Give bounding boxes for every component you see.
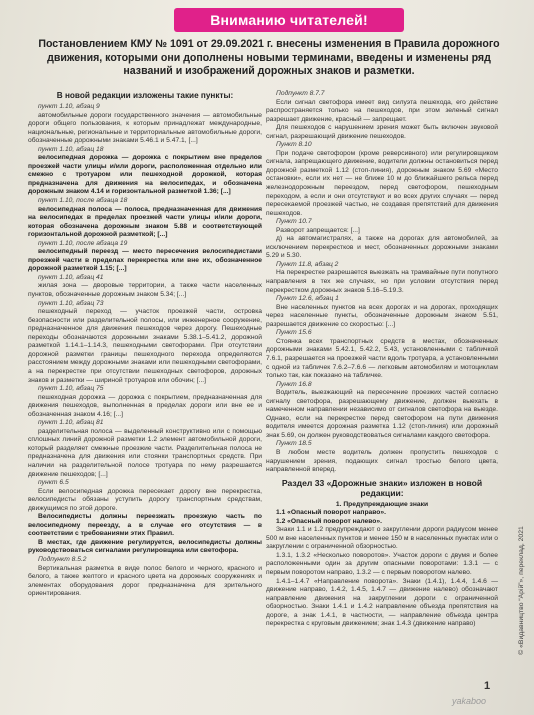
- clause-reference: пункт 1.10, после абзаца 18: [38, 197, 128, 205]
- page-number: 1: [484, 680, 491, 692]
- section-heading: Раздел 33 «Дорожные знаки» изложен в новой редакции:: [281, 477, 483, 499]
- paragraph: Стоянка всех транспортных средств в местах, обозначенных дорожными знаками 5.42.1, 5.42.2, 5.43, установленными с табличкой 7.6.1, разрешается на проезжей части вдоль тротуара, а установленными с одной из табличек 7.6.2–7.6.6 — легковым автомобилям и мотоциклам только так, как показано на табличке.: [266, 337, 498, 380]
- copyright-side-note: [514, 470, 528, 710]
- notice-banner-title: Вниманию читателей!: [210, 12, 368, 28]
- section-heading: В новой редакции изложены такие пункты:: [56, 91, 234, 100]
- paragraph: В местах, где движение регулируется, велосипедисты должны руководствоваться сигналами регулировщика или светофора.: [28, 538, 262, 555]
- paragraph: пешеходный переход — участок проезжей части, островка безопасности или разделительной полосы, или инженерное сооружение, предназначенное для движения пешеходов через дорогу. Пешеходные переходы обозначаются дорожными знаками 5.38.1–5.41.2, дорожной разметкой 1.14.1–1.14.3, пешеходными светофорами. При отсутствии дорожной разметки границы пешеходного перехода определяются расстоянием между дорожными знаками или пешеходными светофорами, а на перекрестке при отсутствии пешеходных светофоров, дорожных знаков и разметки — шириной тротуаров или обочин; [...]: [28, 308, 262, 384]
- paragraph: пешеходная дорожка — дорожка с покрытием, предназначенная для движения пешеходов, выполненная в пределах дороги или вне ее и обозначенная знаком 4.16; [...]: [28, 393, 262, 418]
- paragraph: велосипедный переезд — место пересечения велосипедистами проезжей части в пределах перекрестка или вне их, обозначенное дорожной разметкой 1.15; [...]: [28, 248, 262, 273]
- paragraph: Знаки 1.1 и 1.2 предупреждают о закруглении дороги радиусом менее 500 м вне населенных пунктов и менее 150 м в населенных пунктах или о закруглении с ограниченной обзорностью.: [266, 526, 498, 551]
- paragraph: жилая зона — дворовые территории, а также части населенных пунктов, обозначенные дорожным знаком 5.34; [...]: [28, 282, 262, 299]
- clause-reference: Пункт 12.6, абзац 1: [276, 295, 339, 303]
- clause-reference: Пункт 11.8, абзац 2: [276, 260, 339, 268]
- clause-reference: пункт 1.10, абзац 41: [38, 273, 104, 281]
- notice-banner: [174, 8, 404, 32]
- paragraph: 1.4.1–1.4.7 «Направление поворота». Знаки (1.4.1), 1.4.4, 1.4.6 — движение направо, 1.4.2, 1.4.5, 1.4.7 — движение налево) обозначают направление движения на закруглении дороги с ограниченной обзорностью. Знаки 1.4.1 и 1.4.2 направление объезда препятствия на дороге, а знак 1.4.1, в частности, — направление объезда центра перекрестка с круговым движением; знак 1.4.3 (движение направо): [266, 577, 498, 628]
- clause-reference: пункт 1.10, абзац 9: [38, 103, 100, 110]
- paragraph: 1.1 «Опасный поворот направо».: [276, 509, 386, 517]
- clause-reference: пункт 1.10, абзац 18: [38, 145, 104, 153]
- paragraph: Если велосипедная дорожка пересекает дорогу вне перекрестка, велосипедисты обязаны уступить дорогу транспортным средствам, движущимся по этой дороге.: [28, 487, 262, 512]
- lead-paragraph: Постановлением КМУ № 1091 от 29.09.2021 г. внесены изменения в Правила дорожного движения, которыми они дополнены новыми терминами, введены и изменены ряд названий и изображений дорожных знаков и разметки.: [38, 38, 500, 78]
- clause-reference: пункт 1.10, абзац 81: [38, 419, 104, 427]
- clause-reference: пункт 6.5: [38, 479, 69, 487]
- paragraph: 1.3.1, 1.3.2 «Несколько поворотов». Участок дороги с двумя и более расположенными один за другим опасными поворотами: 1.3.1 — с первым поворотом направо, 1.3.2 — с первым поворотом налево.: [266, 551, 498, 576]
- paragraph: Для пешеходов с нарушением зрения может быть включен звуковой сигнал, разрешающий движение пешеходов.: [266, 124, 498, 140]
- paragraph: В любом месте водитель должен пропустить пешеходов с нарушением зрения, подающих сигнал тростью белого цвета, направленной вперед.: [266, 448, 498, 474]
- clause-reference: пункт 1.10, абзац 73: [38, 299, 104, 307]
- copyright-text: © «Видавництво “Арій”», переклад, 2021: [517, 525, 525, 655]
- clause-reference: Пункт 18.5: [276, 440, 312, 448]
- clause-reference: Подпункт 8.5.2: [38, 555, 87, 563]
- left-column: [28, 90, 262, 710]
- right-column: [266, 90, 498, 710]
- paragraph: Если сигнал светофора имеет вид силуэта пешехода, его действие распространяется только на пешеходов, при этом зеленый сигнал разрешает движение, красный — запрещает.: [266, 98, 498, 123]
- clause-reference: Пункт 16.8: [276, 380, 312, 388]
- section-heading: 1. Предупреждающие знаки: [335, 500, 429, 508]
- paragraph: велосипедная дорожка — дорожка с покрытием вне пределов проезжей части улицы и/или дороги, расположенная отдельно или смежно с тротуаром или пешеходной дорожкой, которая предназначена для движения на велосипедах, и обозначена дорожным знаком 4.14 и горизонтальной разметкой 1.36; [...]: [28, 154, 262, 196]
- clause-reference: Пункт 8.10: [276, 141, 312, 149]
- paragraph: При подаче светофором (кроме реверсивного) или регулировщиком сигнала, запрещающего движение, водители должны остановиться перед дорожной разметкой 1.12 (стоп-линия), дорожным знаком 5.69 «Место остановки», если их нет — не ближе 10 м до ближайшего рельса перед железнодорожным переездом, перед светофором, пешеходным переходом, а если и они отсутствуют и во всех других случаях — перед пересекаемой проезжей частью, не создавая препятствий для движения пешеходов.: [266, 149, 498, 217]
- paragraph: Вертикальная разметка в виде полос белого и черного, красного и белого, а также желтого и красного цвета на дорожных сооружениях и элементах оборудования дорог предназначена для зрительного ориентирования.: [28, 564, 262, 598]
- paragraph: 1.2 «Опасный поворот налево».: [276, 517, 382, 525]
- paragraph: д) на автомагистралях, а также на дорогах для автомобилей, за исключением перекрестков и мест, обозначенных дорожными знаками 5.29 и 5.30.: [266, 235, 498, 260]
- watermark: yakaboo: [452, 696, 487, 706]
- clause-reference: пункт 1.10, после абзаца 19: [38, 239, 128, 247]
- paragraph: велосипедная полоса — полоса, предназначенная для движения на велосипедах в пределах проезжей части улицы и/или дороги, которая обозначена дорожным знаком 5.88 и соответствующей горизонтальной дорожной разметкой; [...]: [28, 205, 262, 239]
- paragraph: На перекрестке разрешается выезжать на трамвайные пути попутного направления в тех же случаях, но при условии отсутствия перед перекрестком дорожных знаков 5.16–5.19.3.: [266, 269, 498, 294]
- paragraph: Вне населенных пунктов на всех дорогах и на дорогах, проходящих через населенные пункты, обозначенные дорожным знаком 5.51, разрешается движение со скоростью: [...]: [266, 303, 498, 328]
- paragraph: автомобильные дороги государственного значения — автомобильные дороги общего пользования, к которым принадлежат международные, национальные, региональные и территориальные автомобильные дороги, обозначенные дорожными знаками 5.46.1 и 5.47.1, [...]: [28, 111, 262, 145]
- paragraph: Велосипедисты должны переезжать проезжую часть по велосипедному переезду, а в случае его отсутствия — в соответствии с требованиями этих Правил.: [28, 513, 262, 538]
- paragraph: разделительная полоса — выделенный конструктивно или с помощью сплошных линий дорожной разметки 1.2 элемент автомобильной дороги, который разделяет смежные проезжие части. Разделительная полоса не предназначена для движения или стоянки транспортных средств. При наличии на разделительной полосе тротуара по нему разрешается движение пешеходов; [...]: [28, 427, 262, 478]
- clause-reference: Пункт 15.6: [276, 329, 312, 337]
- paragraph: Водитель, выезжающий на пересечение проезжих частей согласно сигналу светофора, разрешающему движение, должен выехать в намеченном направлении независимо от сигналов светофора на выезде. Однако, если на перекрестке перед светофором на пути движения водителя имеется дорожная разметка 1.12 (стоп-линия) или дорожный знак 5.69, он должен руководствоваться сигналами каждого светофора.: [266, 389, 498, 439]
- clause-reference: пункт 1.10, абзац 75: [38, 385, 104, 393]
- clause-reference: Подпункт 8.7.7: [276, 90, 325, 97]
- paragraph: Разворот запрещается: [...]: [276, 226, 360, 234]
- clause-reference: Пункт 10.7: [276, 218, 312, 226]
